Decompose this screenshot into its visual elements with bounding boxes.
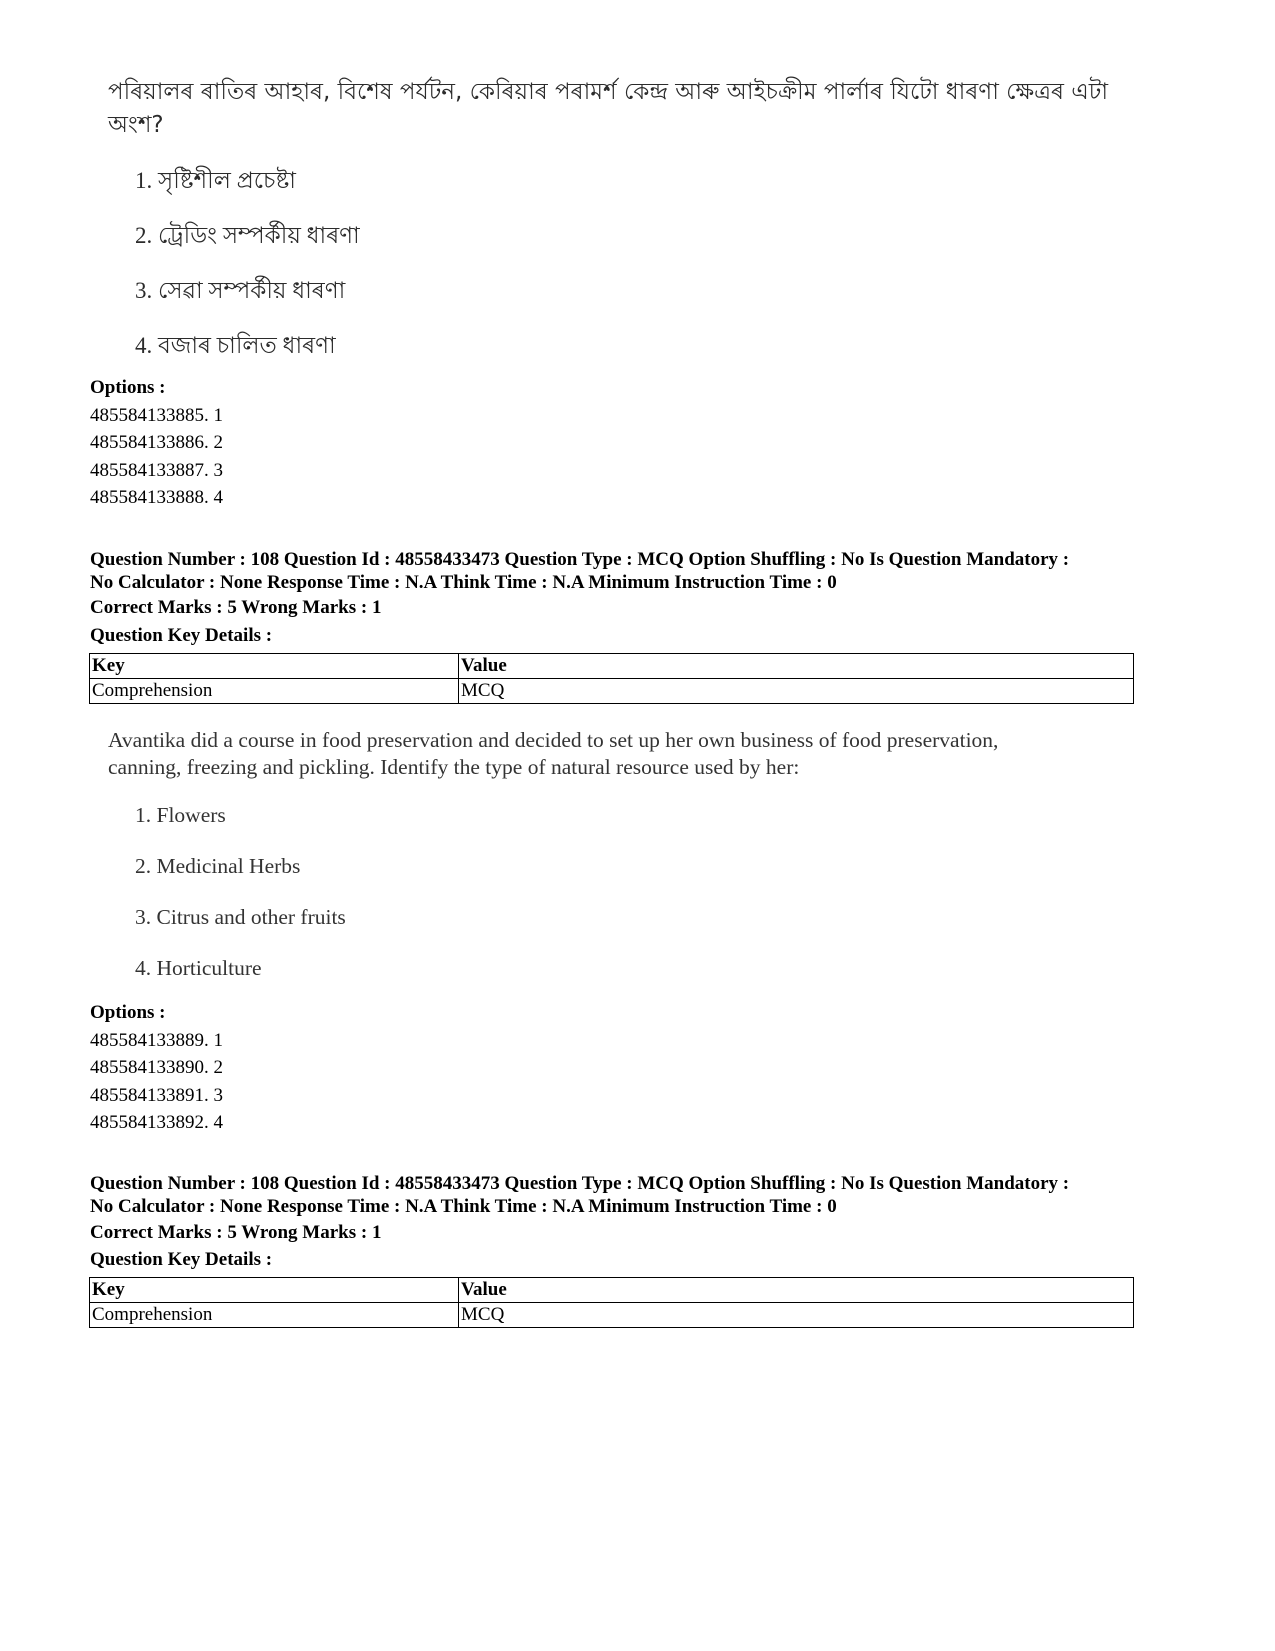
- question-image-option-2: 2. ট্ৰেডিং সম্পৰ্কীয় ধাৰণা: [135, 223, 360, 248]
- option-id: 485584133888. 4: [90, 487, 223, 508]
- key-details-table: [89, 653, 1134, 704]
- option-id: 485584133892. 4: [90, 1112, 223, 1133]
- options-title: Options :: [90, 1002, 166, 1023]
- option-id: 485584133891. 3: [90, 1084, 223, 1106]
- question-image-stem: পৰিয়ালৰ ৰাতিৰ আহাৰ, বিশেষ পৰ্যটন, কেৰিয়াৰ পৰামৰ্শ কেন্দ্ৰ আৰু আইচক্ৰীম পাৰ্লাৰ যিটো ধাৰণা ক্ষেত্ৰৰ এটা অংশ?: [108, 79, 1109, 138]
- options-title: Options :: [90, 377, 166, 398]
- option-id: 485584133885. 1: [90, 404, 223, 426]
- key-details-title: Question Key Details :: [90, 1249, 273, 1270]
- options-list: [90, 374, 223, 512]
- question-meta: [90, 548, 1150, 594]
- question-image-option-4: 4. বজাৰ চালিত ধাৰণা: [135, 333, 336, 358]
- option-id: 485584133886. 2: [90, 432, 223, 453]
- marks-line: Correct Marks : 5 Wrong Marks : 1: [90, 1222, 382, 1243]
- table-cell-value: MCQ: [459, 1303, 1134, 1328]
- marks-line: Correct Marks : 5 Wrong Marks : 1: [90, 597, 382, 618]
- key-details-title: Question Key Details :: [90, 625, 273, 646]
- option-id: 485584133890. 2: [90, 1057, 223, 1078]
- question-meta-line-1: Question Number : 108 Question Id : 48558433473 Question Type : MCQ Option Shuffling : No Is Question Mandatory :: [90, 1173, 1070, 1194]
- table-cell-key: Comprehension: [90, 679, 459, 704]
- table-header-key: Key: [90, 654, 459, 679]
- question-image-stem: [108, 727, 998, 781]
- table-cell-key: Comprehension: [90, 1303, 459, 1328]
- table-header-key: Key: [90, 1278, 459, 1303]
- options-list: [90, 999, 223, 1137]
- question-stem-line-1: Avantika did a course in food preservation and decided to set up her own business of food preservation,: [108, 728, 999, 752]
- question-meta-line-2: No Calculator : None Response Time : N.A Think Time : N.A Minimum Instruction Time : 0: [90, 572, 837, 593]
- question-image-option-2: 2. Medicinal Herbs: [135, 854, 301, 878]
- question-meta-line-1: Question Number : 108 Question Id : 48558433473 Question Type : MCQ Option Shuffling : No Is Question Mandatory :: [90, 549, 1070, 570]
- option-id: 485584133889. 1: [90, 1029, 223, 1051]
- question-image-option-1: 1. সৃষ্টিশীল প্ৰচেষ্টা: [135, 168, 296, 193]
- question-image-option-1: 1. Flowers: [135, 803, 226, 827]
- table-header-value: Value: [459, 654, 1134, 679]
- question-stem-line-2: canning, freezing and pickling. Identify the type of natural resource used by her:: [108, 755, 800, 779]
- key-details-table: [89, 1277, 1134, 1328]
- option-id: 485584133887. 3: [90, 459, 223, 481]
- table-header-value: Value: [459, 1278, 1134, 1303]
- table-cell-value: MCQ: [459, 679, 1134, 704]
- question-image-option-3: 3. সেৱা সম্পৰ্কীয় ধাৰণা: [135, 278, 346, 303]
- question-meta: [90, 1172, 1150, 1218]
- question-image-option-3: 3. Citrus and other fruits: [135, 905, 346, 929]
- question-meta-line-2: No Calculator : None Response Time : N.A Think Time : N.A Minimum Instruction Time : 0: [90, 1196, 837, 1217]
- question-image-option-4: 4. Horticulture: [135, 956, 262, 980]
